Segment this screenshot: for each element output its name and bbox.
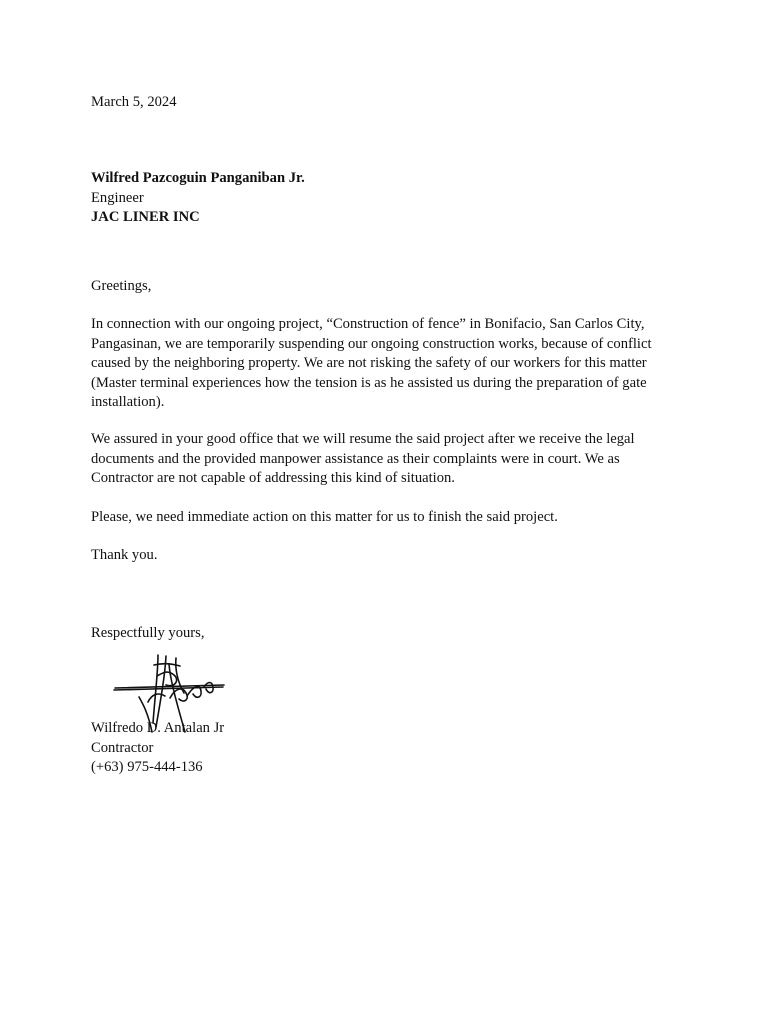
letter-date: March 5, 2024 <box>91 94 177 110</box>
paragraph-1-line: (Master terminal experiences how the tension is as he assisted us during the preparation of gate <box>91 374 647 391</box>
thanks-text: Thank you. <box>91 547 158 563</box>
paragraph-1-line: In connection with our ongoing project, “Construction of fence” in Bonifacio, San Carlos City, <box>91 316 645 332</box>
paragraph-2-line: We assured in your good office that we will resume the said project after we receive the legal <box>91 431 635 447</box>
paragraph-1 <box>91 315 681 413</box>
recipient-company: JAC LINER INC <box>91 209 200 226</box>
paragraph-1-line: Pangasinan, we are temporarily suspending our ongoing construction works, because of conflict <box>91 335 652 352</box>
sender-phone: (+63) 975-444-136 <box>91 759 203 776</box>
sender-block <box>91 719 681 778</box>
paragraph-2 <box>91 430 681 489</box>
closing-block <box>91 624 681 644</box>
recipient-name: Wilfred Pazcoguin Panganiban Jr. <box>91 170 305 186</box>
recipient-title: Engineer <box>91 189 144 206</box>
sender-name: Wilfredo D. Antalan Jr <box>91 720 225 736</box>
paragraph-3-text: Please, we need immediate action on this matter for us to finish the said project. <box>91 509 558 525</box>
greeting: Greetings, <box>91 278 152 294</box>
paragraph-2-line: Contractor are not capable of addressing this kind of situation. <box>91 470 455 487</box>
closing-text: Respectfully yours, <box>91 625 205 641</box>
sender-title: Contractor <box>91 739 154 756</box>
recipient-block <box>91 169 681 228</box>
paragraph-1-line: installation). <box>91 394 165 411</box>
thanks-block <box>91 546 681 566</box>
paragraph-1-line: caused by the neighboring property. We are not risking the safety of our workers for this matter <box>91 355 647 372</box>
letter-date-block <box>91 93 681 113</box>
paragraph-2-line: documents and the provided manpower assistance as their complaints were in court. We as <box>91 450 620 467</box>
greeting-block <box>91 277 681 297</box>
paragraph-3 <box>91 508 681 528</box>
